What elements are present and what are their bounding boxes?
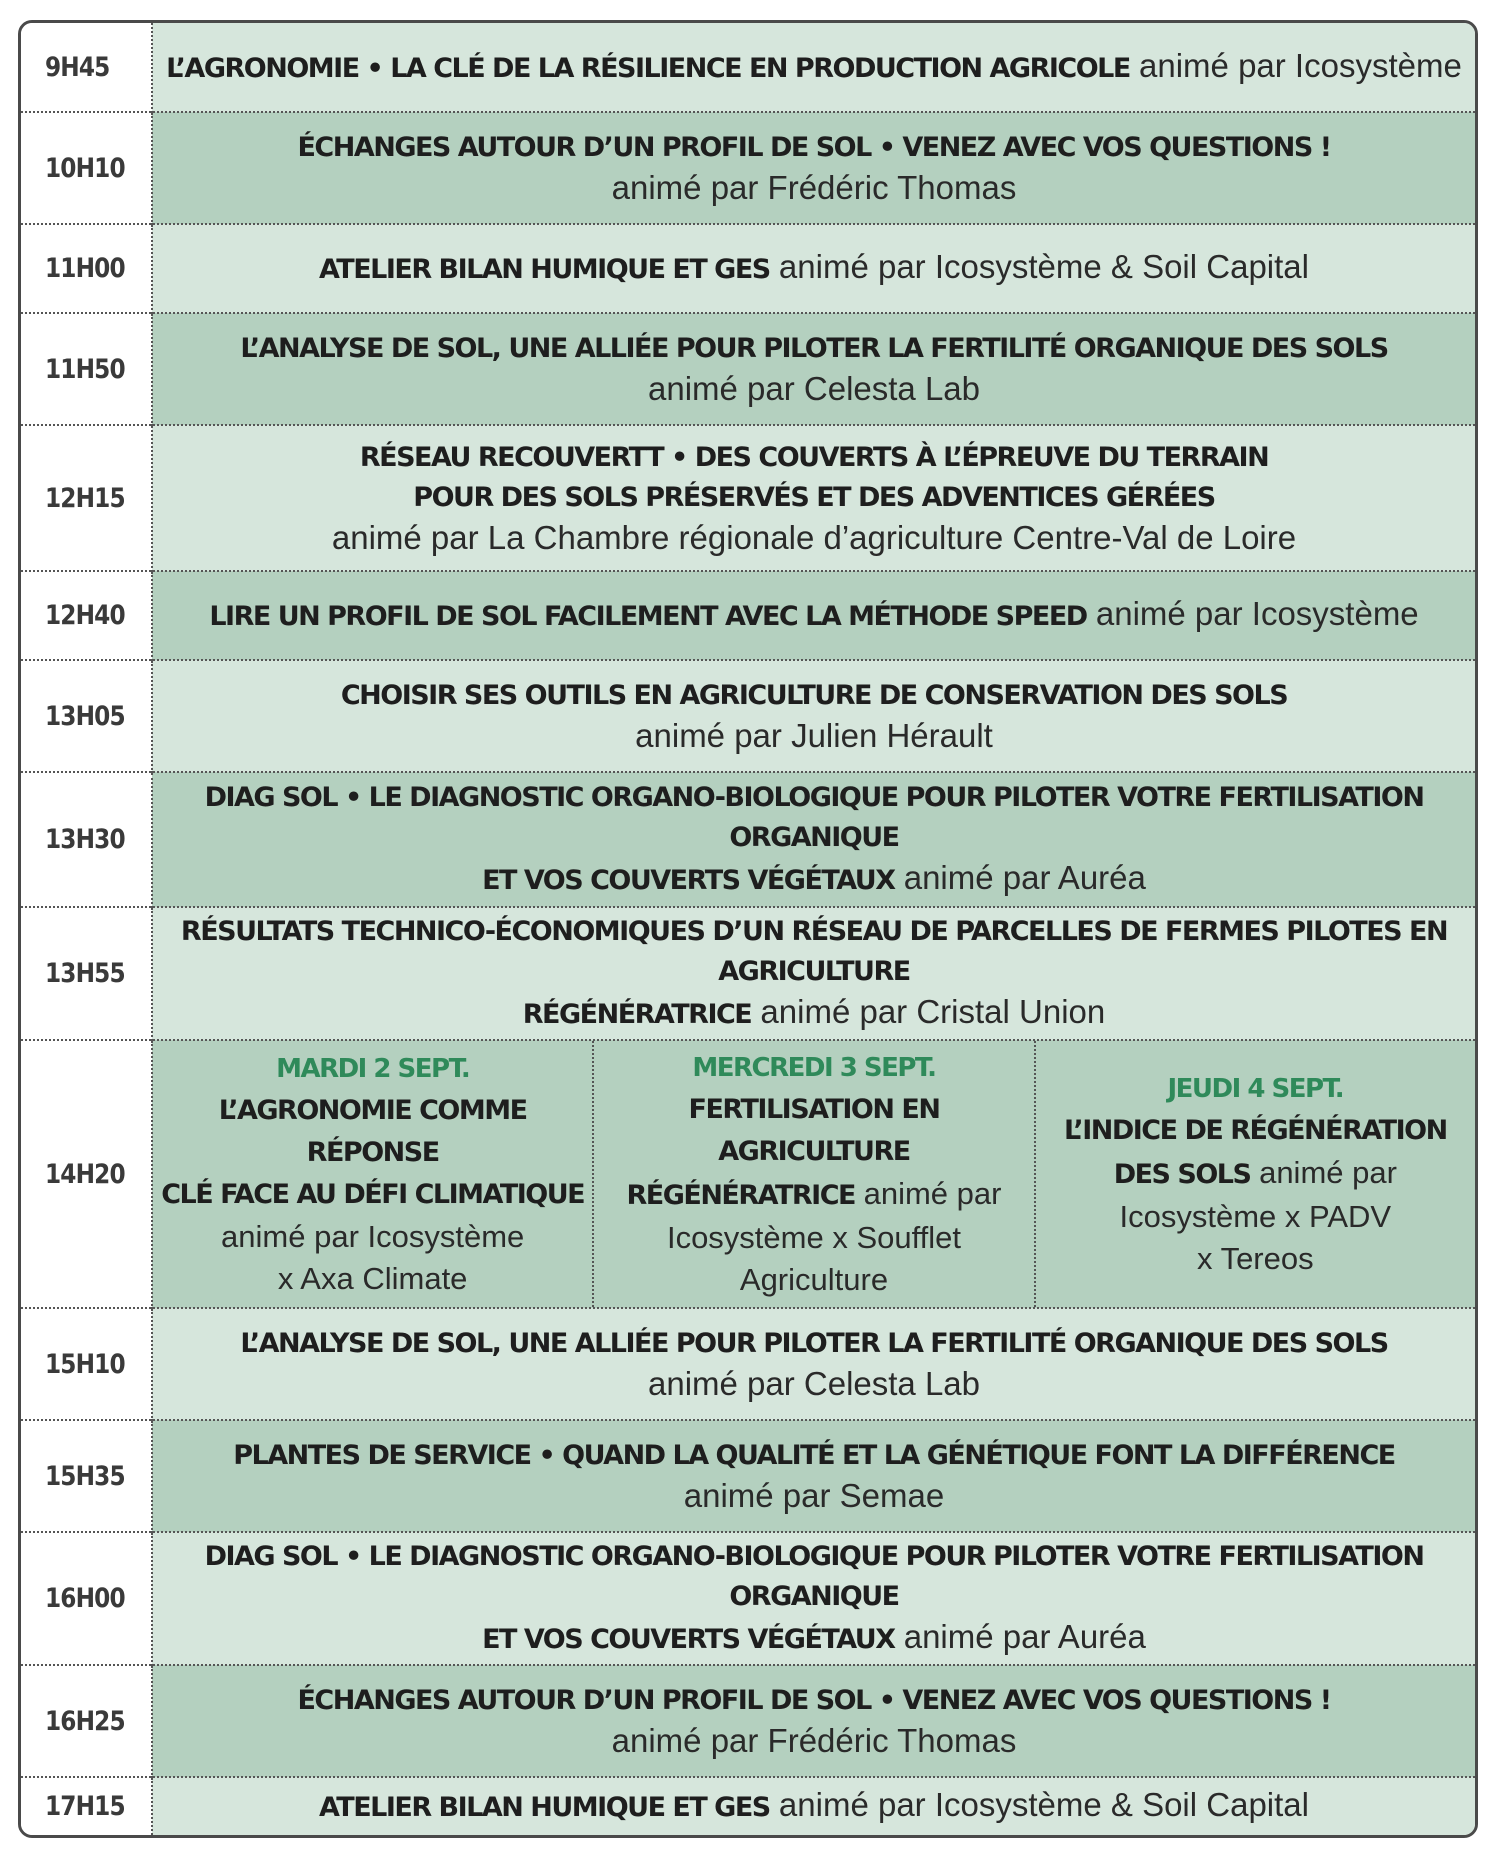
schedule-frame [18, 20, 1478, 1838]
table-row [21, 772, 1475, 907]
session-cell [152, 112, 1475, 224]
session-time: 12H15 [21, 425, 152, 571]
session-animator: animé par Icosystème [1095, 595, 1419, 632]
session-time: 11H50 [21, 313, 152, 425]
session-animator: animé par Icosystème & Soil Capital [778, 248, 1309, 285]
session-title: PLANTES DE SERVICE • QUAND LA QUALITÉ ET LA GÉNÉTIQUE FONT LA DIFFÉRENCE [233, 1440, 1395, 1471]
session-cell [152, 1308, 1475, 1420]
session-title: ÉCHANGES AUTOUR D’UN PROFIL DE SOL • VENEZ AVEC VOS QUESTIONS ! [297, 1685, 1331, 1716]
session-title: LIRE UN PROFIL DE SOL FACILEMENT AVEC LA MÉTHODE SPEED [209, 601, 1087, 632]
session-animator: animé par Cristal Union [760, 993, 1106, 1030]
table-row [21, 1665, 1475, 1777]
session-title: DIAG SOL • LE DIAGNOSTIC ORGANO-BIOLOGIQUE POUR PILOTER VOTRE FERTILISATION ORGANIQUE [204, 782, 1424, 853]
session-title: ÉCHANGES AUTOUR D’UN PROFIL DE SOL • VENEZ AVEC VOS QUESTIONS ! [297, 132, 1331, 163]
parallel-session-tuesday [153, 1041, 594, 1307]
session-cell [152, 313, 1475, 425]
session-title: L’ANALYSE DE SOL, UNE ALLIÉE POUR PILOTER LA FERTILITÉ ORGANIQUE DES SOLS [240, 333, 1388, 364]
table-row [21, 907, 1475, 1040]
session-title: RÉSEAU RECOUVERTT • DES COUVERTS À L’ÉPREUVE DU TERRAIN [359, 442, 1269, 473]
session-title: FERTILISATION EN AGRICULTURE [688, 1094, 940, 1167]
session-time: 14H20 [21, 1040, 152, 1308]
session-title: L’AGRONOMIE • LA CLÉ DE LA RÉSILIENCE EN PRODUCTION AGRICOLE [166, 52, 1130, 84]
session-title: CHOISIR SES OUTILS EN AGRICULTURE DE CONSERVATION DES SOLS [340, 680, 1288, 711]
session-time: 11H00 [21, 224, 152, 313]
session-animator: animé par Icosystème & Soil Capital [778, 1786, 1309, 1823]
session-time: 12H40 [21, 571, 152, 660]
session-title: ET VOS COUVERTS VÉGÉTAUX [482, 865, 895, 896]
schedule-table [21, 23, 1475, 1835]
session-animator: animé par Auréa [903, 1618, 1146, 1655]
parallel-sessions [152, 1040, 1475, 1308]
session-title: RÉGÉNÉRATRICE [626, 1180, 855, 1211]
session-time: 13H30 [21, 772, 152, 907]
session-cell [152, 907, 1475, 1040]
session-cell [152, 1665, 1475, 1777]
table-row [21, 1777, 1475, 1835]
session-cell [152, 1777, 1475, 1835]
table-row [21, 1420, 1475, 1532]
session-animator: animé par Icosystème [1139, 46, 1462, 84]
session-time: 9H45 [21, 23, 152, 112]
session-time: 16H25 [21, 1665, 152, 1777]
session-title: L’AGRONOMIE COMME RÉPONSE [218, 1095, 527, 1168]
session-cell [152, 1420, 1475, 1532]
session-cell [152, 1532, 1475, 1665]
session-title: RÉGÉNÉRATRICE [522, 999, 752, 1030]
session-animator: animé par Icosystème [221, 1219, 525, 1254]
session-title: CLÉ FACE AU DÉFI CLIMATIQUE [161, 1179, 585, 1210]
session-animator: animé par Auréa [903, 859, 1146, 896]
session-animator: animé par Celesta Lab [647, 1365, 981, 1402]
session-animator: animé par Semae [683, 1477, 945, 1514]
session-animator: Agriculture [739, 1262, 889, 1297]
session-animator: animé par [863, 1176, 1002, 1211]
session-title: ATELIER BILAN HUMIQUE ET GES [319, 1792, 770, 1823]
table-row [21, 1308, 1475, 1420]
session-animator: animé par Celesta Lab [647, 370, 981, 407]
session-animator: Icosystème x PADV [1119, 1199, 1392, 1234]
session-animator: animé par Frédéric Thomas [611, 1722, 1017, 1759]
session-title: ATELIER BILAN HUMIQUE ET GES [319, 254, 770, 285]
session-cell [152, 571, 1475, 660]
table-row [21, 571, 1475, 660]
table-row [21, 1040, 1475, 1308]
table-row [21, 1532, 1475, 1665]
session-animator: Icosystème x Soufflet [666, 1220, 962, 1255]
session-time: 13H05 [21, 660, 152, 772]
session-time: 15H10 [21, 1308, 152, 1420]
session-time: 17H15 [21, 1777, 152, 1835]
session-day: MERCREDI 3 SEPT. [692, 1053, 936, 1083]
session-title: DIAG SOL • LE DIAGNOSTIC ORGANO-BIOLOGIQUE POUR PILOTER VOTRE FERTILISATION ORGANIQUE [204, 1541, 1424, 1612]
session-time: 15H35 [21, 1420, 152, 1532]
session-day: JEUDI 4 SEPT. [1167, 1074, 1344, 1104]
table-row [21, 23, 1475, 112]
session-animator: x Tereos [1197, 1241, 1314, 1276]
session-animator: animé par Frédéric Thomas [611, 169, 1017, 206]
session-time: 13H55 [21, 907, 152, 1040]
session-title: RÉSULTATS TECHNICO-ÉCONOMIQUES D’UN RÉSEAU DE PARCELLES DE FERMES PILOTES EN AGRICULTURE [180, 916, 1448, 987]
parallel-session-thursday [1036, 1041, 1475, 1307]
session-cell [152, 772, 1475, 907]
session-title: ET VOS COUVERTS VÉGÉTAUX [482, 1624, 895, 1655]
session-cell [152, 425, 1475, 571]
table-row [21, 224, 1475, 313]
session-title: L’ANALYSE DE SOL, UNE ALLIÉE POUR PILOTER LA FERTILITÉ ORGANIQUE DES SOLS [240, 1328, 1388, 1359]
session-animator: x Axa Climate [277, 1261, 468, 1296]
session-cell [152, 23, 1475, 112]
session-animator: animé par Julien Hérault [635, 717, 993, 754]
table-row [21, 313, 1475, 425]
table-row [21, 660, 1475, 772]
session-day: MARDI 2 SEPT. [276, 1054, 470, 1084]
table-row [21, 112, 1475, 224]
session-title: POUR DES SOLS PRÉSERVÉS ET DES ADVENTICES GÉRÉES [413, 482, 1215, 513]
session-animator: animé par La Chambre régionale d’agriculture Centre-Val de Loire [331, 519, 1297, 556]
session-time: 10H10 [21, 112, 152, 224]
session-title: DES SOLS [1113, 1159, 1251, 1190]
session-cell [152, 224, 1475, 313]
table-row [21, 425, 1475, 571]
parallel-session-wednesday [594, 1041, 1035, 1307]
session-title: L’INDICE DE RÉGÉNÉRATION [1063, 1115, 1447, 1146]
session-cell [152, 660, 1475, 772]
session-time: 16H00 [21, 1532, 152, 1665]
session-animator: animé par [1259, 1155, 1397, 1190]
